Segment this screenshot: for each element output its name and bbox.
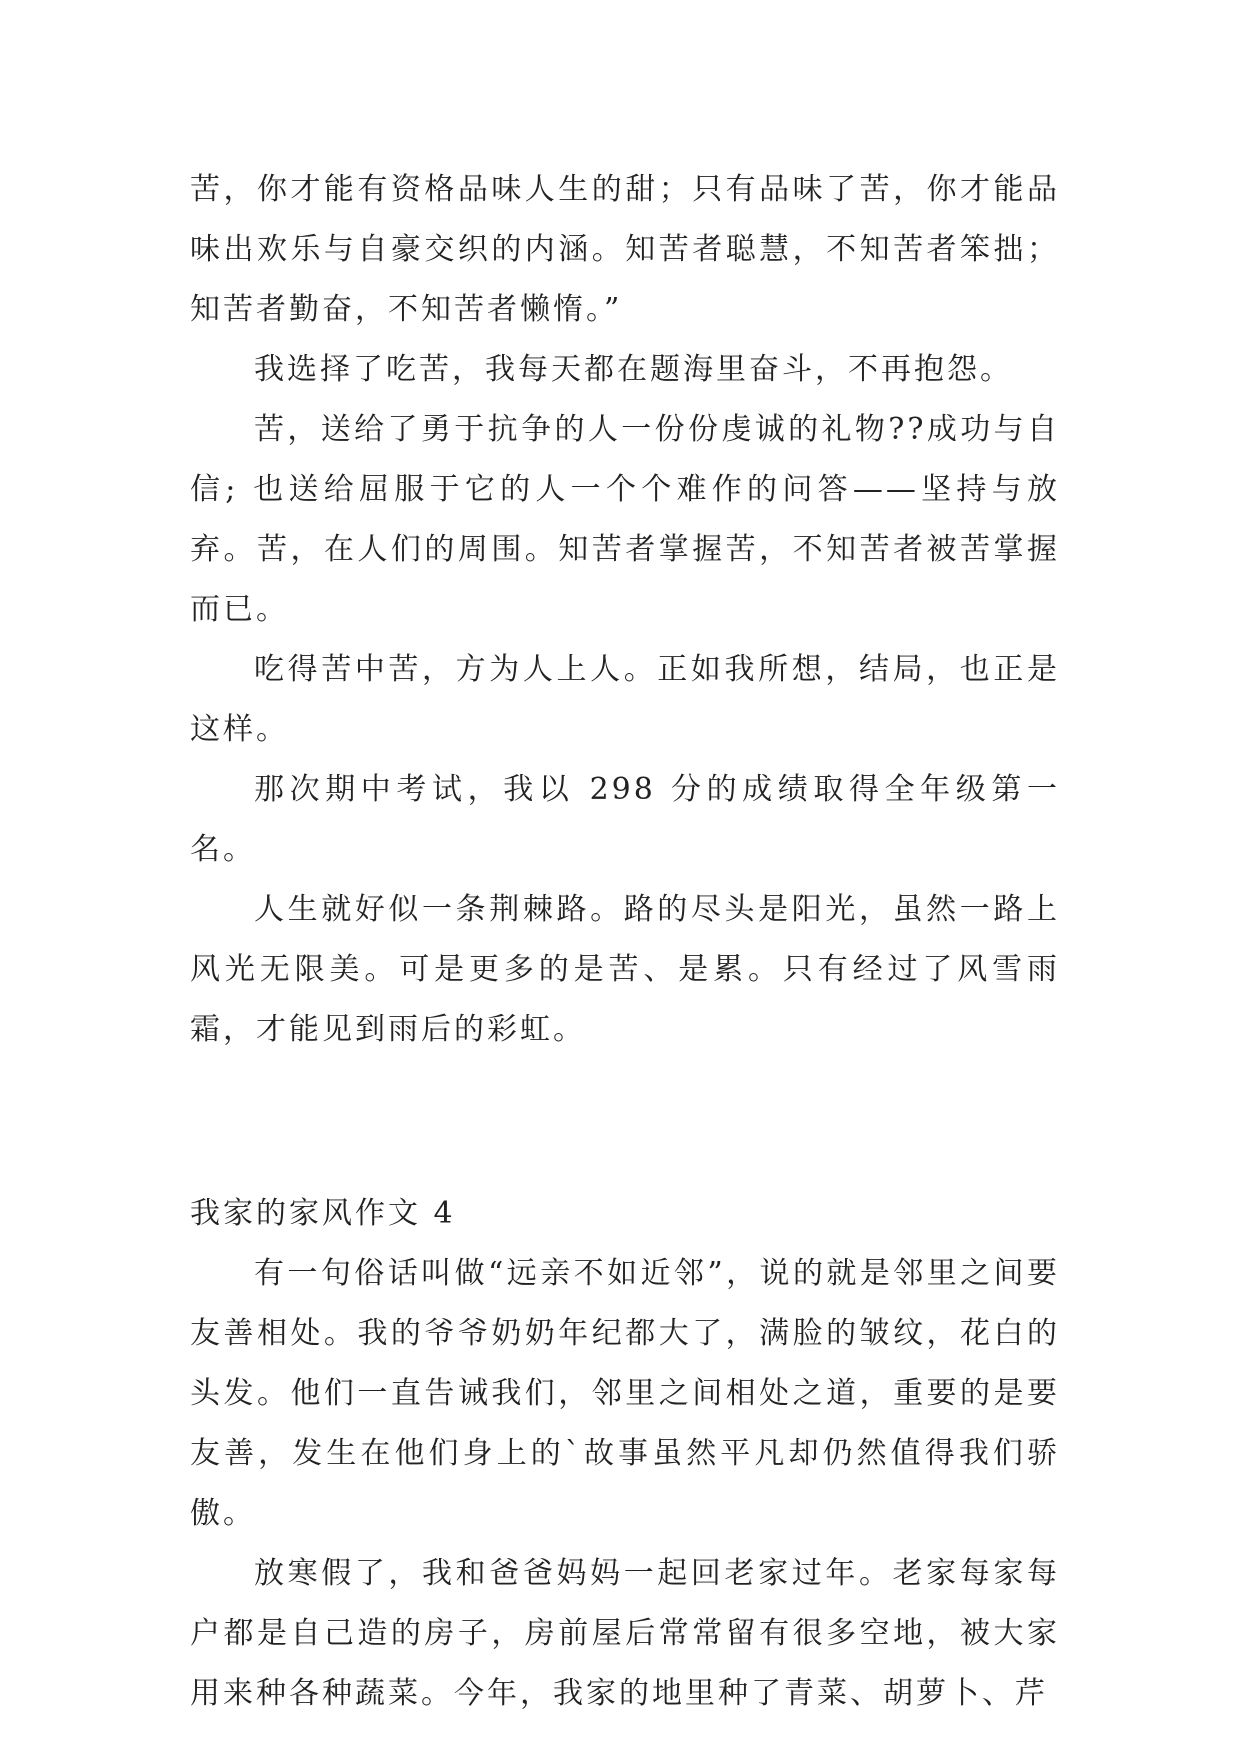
paragraph-continuation: 苦，你才能有资格品味人生的甜；只有品味了苦，你才能品味出欢乐与自豪交织的内涵。知苦者聪慧，不知苦者笨拙；知苦者勤奋，不知苦者懒惰。” (190, 172, 1060, 327)
paragraph: 我选择了吃苦，我每天都在题海里奋斗，不再抱怨。 (254, 352, 1013, 387)
paragraph: 放寒假了，我和爸爸妈妈一起回老家过年。老家每家每户都是自己造的房子，房前屋后常常留有很多空地，被大家用来种各种蔬菜。今年，我家的地里种了青菜、胡萝卜、芹 (190, 1556, 1060, 1711)
paragraph: 有一句俗话叫做“远亲不如近邻”，说的就是邻里之间要友善相处。我的爷爷奶奶年纪都大了，满脸的皱纹，花白的头发。他们一直告诫我们，邻里之间相处之道，重要的是要友善，发生在他们身上的`故事虽然平凡却仍然值得我们骄傲。 (190, 1256, 1060, 1531)
paragraph: 那次期中考试，我以 298 分的成绩取得全年级第一名。 (190, 772, 1060, 867)
document-body (190, 160, 1060, 1724)
section-spacer (190, 1060, 1060, 1184)
paragraph: 苦，送给了勇于抗争的人一份份虔诚的礼物??成功与自信; 也送给屈服于它的人一个个难作的问答——坚持与放弃。苦，在人们的周围。知苦者掌握苦，不知苦者被苦掌握而已。 (190, 412, 1060, 627)
section-title: 我家的家风作文 4 (190, 1196, 456, 1231)
paragraph: 人生就好似一条荆棘路。路的尽头是阳光，虽然一路上风光无限美。可是更多的是苦、是累。只有经过了风雪雨霜，才能见到雨后的彩虹。 (190, 892, 1060, 1047)
paragraph: 吃得苦中苦，方为人上人。正如我所想，结局，也正是这样。 (190, 652, 1060, 747)
